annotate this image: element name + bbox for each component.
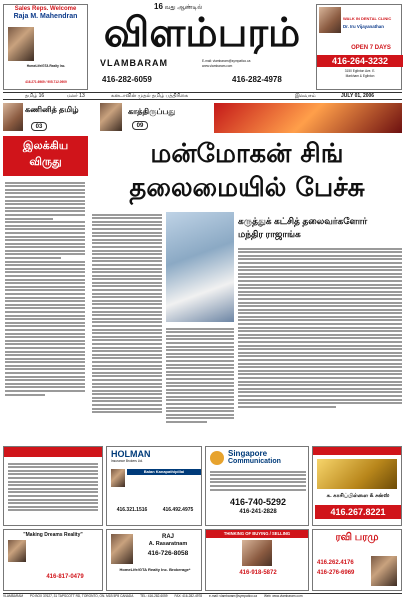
dental-banner: WALK IN DENTAL CLINIC [343,16,392,21]
raj-fullname: A. Rasaratnam [148,541,188,547]
singapore-logo [210,451,224,465]
dateline-bar [3,92,402,100]
sales-reps-title: Sales Reps. Welcome [14,6,77,12]
left-ad-bottom[interactable] [3,446,103,526]
ad-banner [4,447,102,457]
gold-image [317,459,397,489]
teaser-page-badge: 09 [132,121,148,130]
heading-line-2: விருது [29,156,62,168]
holman-agent-photo [111,469,125,487]
ravi-photo [371,556,397,586]
gold-phone: 416.267.8221 [315,505,401,519]
heading-line-1: இலக்கிய [22,140,69,152]
open-days: OPEN 7 DAYS [351,45,391,51]
dreams-title: "Making Dreams Reality" [23,532,83,538]
holman-agent: Balan Kanapathipillai [127,469,201,475]
dreams-phone: 416-817-0479 [46,574,84,580]
gold-banner [313,447,401,455]
footer-publisher: VLAMBARAM [3,594,24,598]
main-subhead-line-1: கருத்துக் கட்சித் தலைவர்களோர் [238,216,368,226]
ravi-paramu-ad[interactable] [312,529,402,591]
ad-text [8,461,98,513]
website-line: www.vlambaram.com [202,64,233,68]
teaser-waiting[interactable] [100,103,210,131]
footer-address: PO BOX 37627, 31 TAPSCOTT RD, TORONTO, ON. M1B 5P8 CANADA [29,594,134,598]
fax-number: 416-282-4978 [232,75,282,84]
dateline-tagline: கனடாவின் முதல் தமிழ் பத்திரிகை [111,93,189,99]
holman-subtitle: Insurance Brokers Ltd. [111,459,144,463]
footer-fax: FAX: 416-282-4978 [174,594,203,598]
agent-name: Raja M. Mahendran [13,13,78,21]
year-suffix: வது ஆண்டில் [164,5,203,11]
dreams-photo [8,540,26,562]
making-dreams-reality-ad[interactable] [3,529,103,591]
email-line: E-mail: vlambaram@sympatico.ca [202,59,251,63]
main-story-col-2 [166,326,234,441]
agent-phone: 416.271.6969 / 905.712.0909 [25,80,67,84]
singapore-communication-ad[interactable] [205,446,309,526]
volume-number: மலர் 13 [67,93,85,99]
dental-phone: 416-264-3232 [317,55,403,67]
issue-number: தமிழ் 16 [25,93,45,99]
singapore-phone-2: 416-241-2828 [239,509,277,515]
thinking-photo [242,540,272,566]
ravi-phone-2: 416-276-6969 [317,570,355,576]
dental-clinic-ad[interactable] [316,4,402,90]
singapore-phone: 416-740-5292 [229,497,287,507]
thinking-phone: 416-918-5872 [239,570,277,576]
dental-area: Markham & Eglinton [345,74,375,78]
footer [3,593,402,598]
thinking-of-buying-ad[interactable] [205,529,309,591]
teaser-title: காத்திருப்பது [128,107,176,116]
free-label: இலவசம் [295,93,316,99]
raj-realtor-ad[interactable] [106,529,202,591]
raj-phone: 416-726-8058 [147,550,189,557]
teaser-title: கணினித் தமிழ் [25,105,79,114]
gold-title: க. காசிப்பிள்ளை & சன்ஸ் [326,493,390,499]
singapore-text [210,469,306,492]
thinking-title: THINKING OF BUYING / SELLING [206,530,308,538]
dental-address: 3150 Eglinton Ave. E. [344,69,376,73]
holman-phone: 416.321.1516 [116,507,148,513]
left-realtor-ad[interactable] [3,4,88,90]
teaser-banner-photo [214,103,402,133]
singapore-title: Singapore [228,449,268,458]
singapore-subtitle: Communication [228,458,281,465]
masthead-title: விளம்பரம் [103,10,301,56]
literary-award-heading [3,136,88,176]
raj-company: HomeLife/GTA Realty Inc. Brokerage* [119,567,191,572]
main-story-photo [166,212,234,322]
teaser-photo [3,103,23,131]
footer-web[interactable]: Web: www.vlambaram.com [263,594,303,598]
ravi-title: ரவி பரமு [335,532,379,543]
holman-title: HOLMAN [111,449,151,459]
gold-jewellers-ad[interactable] [312,446,402,526]
footer-email[interactable]: e-mail: vlambaram@sympatico.ca [208,594,258,598]
doctor-name: Dr. Iru Vijayanathan [343,24,384,29]
masthead-english: VLAMBARAM [100,58,168,68]
agent-photo [8,27,34,61]
footer-tel: TEL: 416-282-6059 [140,594,168,598]
teaser-computing[interactable] [3,103,88,131]
main-subhead-line-2: மந்திர ராஜாங்க [238,229,301,239]
masthead [92,2,312,92]
holman-insurance-ad[interactable] [106,446,202,526]
raj-name: RAJ [161,534,174,540]
left-column-body [5,180,85,440]
teaser-page-badge: 03 [31,122,47,131]
agent-company: HomeLife/GTA Realty Inc. [26,64,66,68]
phone-number: 416-282-6059 [102,75,152,84]
year-number: 16 [154,2,163,11]
ravi-phone-1: 416.262.4176 [317,560,354,566]
main-story-col-3 [238,246,402,442]
doctor-photo [319,7,341,33]
issue-date: JULY 01, 2006 [341,93,375,99]
teaser-photo [100,103,122,131]
raj-photo [111,534,133,564]
holman-alt-phone: 416.492.4975 [162,507,194,513]
main-story-col-1 [92,212,162,442]
main-headline-line-2: தலைமையில் பேச்சு [129,173,365,203]
main-headline-line-1: மன்மோகன் சிங் [150,139,344,169]
